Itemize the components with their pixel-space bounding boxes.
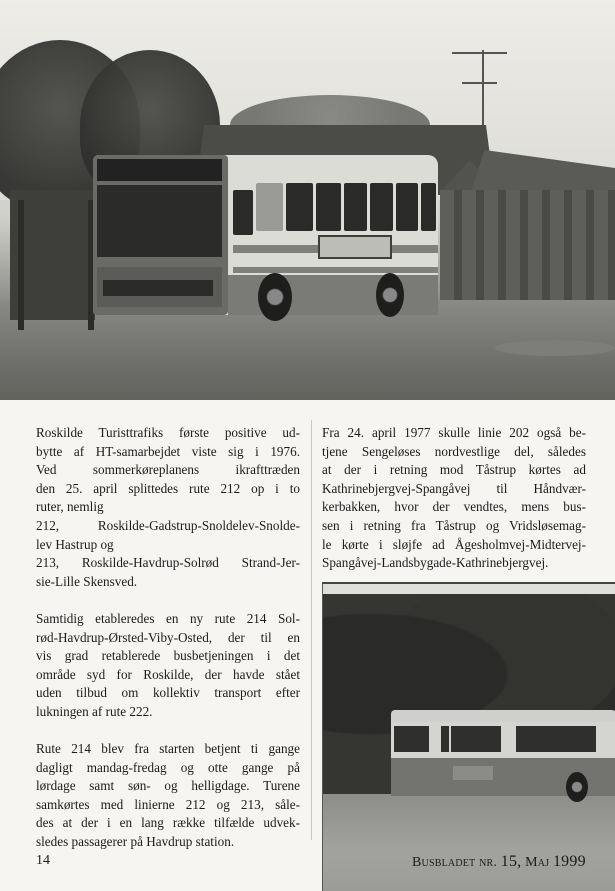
magazine-issue-footer — [412, 853, 586, 871]
text-line: Ved sommerkøreplanens ikrafttræden — [36, 462, 300, 478]
page-number: 14 — [36, 853, 50, 868]
text-line: vis grad retablerede busbetjeningen i det — [36, 648, 300, 664]
issue-year: 1999 — [552, 853, 586, 870]
article-left-column — [36, 424, 300, 852]
text-line: sen i retning fra Tåstrup og Vridsløsemag- — [322, 517, 586, 533]
photo-bus — [93, 155, 438, 325]
paragraph — [36, 740, 300, 852]
text-line: lukningen af rute 222. — [36, 703, 153, 719]
text-line: den 25. april splittedes rute 212 op i to — [36, 480, 300, 496]
text-line: lørdage samt søn- og helligdage. Turene — [36, 778, 300, 794]
text-line: uden tilbud om kollektiv transport efter — [36, 685, 300, 701]
issue-prefix: nr. — [479, 855, 498, 870]
text-line: lev Hastrup og — [36, 536, 114, 552]
text-line: samkørtes med linierne 212 og 213, såle- — [36, 796, 300, 812]
text-line: Samtidig etableredes en ny rute 214 Sol- — [36, 610, 300, 626]
text-line: Kathrinebjergvej-Spangåvej til Håndvær- — [322, 480, 586, 496]
text-line: le kørte i sløjfe ad Ågesholmvej-Midtervej- — [322, 536, 586, 552]
magazine-name: Busbladet — [412, 855, 476, 870]
photo-bus-by-trees — [322, 582, 615, 891]
text-line: at der i retning mod Tåstrup kørtes ad — [322, 462, 586, 478]
photo-bus-at-station — [0, 0, 615, 400]
bus-destination-sign — [97, 159, 222, 181]
text-line: kerbakken, hvor der vendtes, mens bus- — [322, 499, 586, 515]
text-line: sledes passagerer på Havdrup station. — [36, 834, 235, 850]
text-line: tjene Sengeløses nordvestlige del, således — [322, 443, 586, 459]
text-line: område syd for Roskilde, der havde stået — [36, 666, 300, 682]
text-line: bytte af HT-samarbejdet viste sig i 1976. — [36, 443, 300, 459]
photo-road — [495, 340, 615, 356]
text-line: Fra 24. april 1977 skulle linie 202 også be- — [322, 425, 586, 440]
paragraph — [322, 424, 586, 573]
photo-ground — [323, 794, 615, 891]
issue-number: 15, — [500, 853, 522, 870]
text-line: Roskilde Turisttrafiks første positive ud- — [36, 425, 300, 440]
photo-antenna — [462, 82, 497, 84]
photo-antenna — [452, 52, 507, 54]
text-line: ruter, nemlig — [36, 499, 104, 515]
paragraph — [36, 424, 300, 591]
photo-bus — [391, 710, 615, 802]
text-line: dagligt mandag-fredag og otte gange på — [36, 759, 300, 775]
text-line: Spangåvej-Landsbygade-Kathrinebjergvej. — [322, 555, 549, 571]
bus-operator-label — [453, 766, 493, 780]
photo-bus-shelter — [18, 200, 24, 330]
text-line: rød-Havdrup-Ørsted-Viby-Osted, der til en — [36, 629, 300, 645]
photo-building-wall — [440, 190, 615, 300]
text-line: des at der i en lang række tilfælde udvek- — [36, 815, 300, 831]
text-line: 213, Roskilde-Havdrup-Solrød Strand-Jer- — [36, 555, 300, 571]
paragraph — [36, 610, 300, 722]
column-divider — [311, 420, 312, 840]
bus-side-sign — [318, 235, 392, 259]
text-line: Rute 214 blev fra starten betjent ti gange — [36, 741, 300, 757]
issue-month: Maj — [525, 855, 550, 870]
text-line: 212, Roskilde-Gadstrup-Snoldelev-Snolde- — [36, 517, 300, 533]
text-line: sie-Lille Skensved. — [36, 573, 138, 589]
article-right-column — [322, 424, 586, 573]
